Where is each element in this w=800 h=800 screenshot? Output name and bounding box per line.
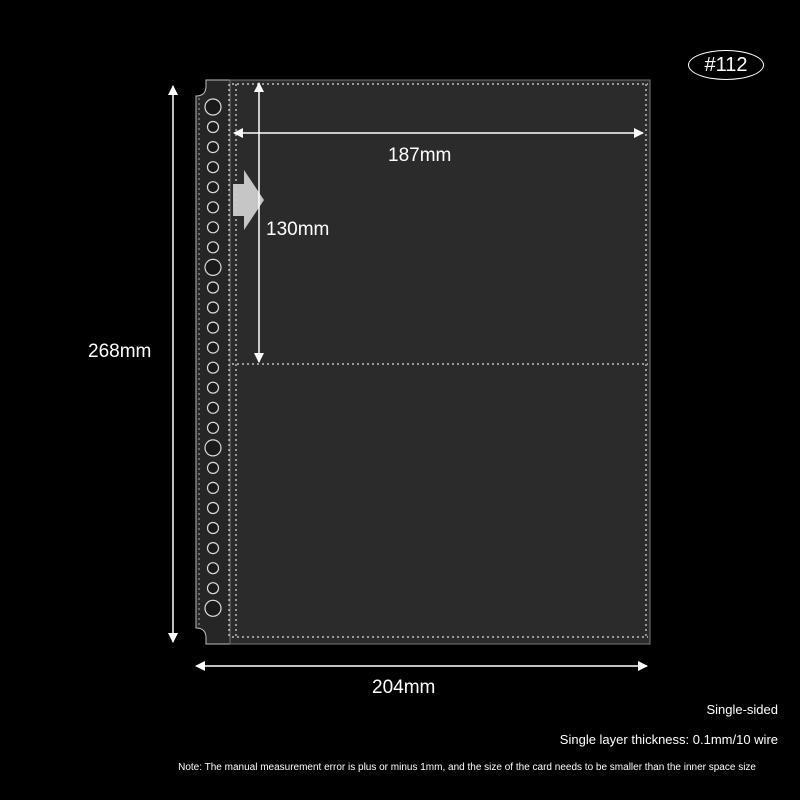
pocket-height-label: 130mm (266, 219, 330, 240)
binder-hole (208, 122, 219, 133)
binder-hole (208, 543, 219, 554)
binder-hole (208, 322, 219, 333)
binder-hole (208, 362, 219, 373)
binder-hole (208, 342, 219, 353)
measurement-note: Note: The manual measurement error is plus or minus 1mm, and the size of the card needs to be smaller than the inner space size (178, 762, 756, 773)
binder-hole (208, 202, 219, 213)
binder-hole (208, 422, 219, 433)
binder-hole (205, 440, 221, 456)
binder-hole (208, 182, 219, 193)
total-width-label: 204mm (372, 677, 436, 698)
binder-hole (208, 523, 219, 534)
binder-hole (208, 162, 219, 173)
binder-hole (208, 563, 219, 574)
binder-hole (205, 600, 221, 616)
binder-hole (205, 99, 221, 115)
binder-hole (205, 259, 221, 275)
binder-hole (208, 503, 219, 514)
total-height-label: 268mm (88, 341, 152, 362)
binder-hole (208, 482, 219, 493)
binder-hole (208, 242, 219, 253)
sides-text: Single-sided (706, 702, 778, 717)
binder-hole (208, 382, 219, 393)
binder-hole (208, 142, 219, 153)
product-code-badge: #112 (688, 50, 764, 80)
binder-hole (208, 222, 219, 233)
binder-hole (208, 302, 219, 313)
binder-hole (208, 402, 219, 413)
binder-hole (208, 282, 219, 293)
inner-width-label: 187mm (388, 145, 452, 166)
thickness-text: Single layer thickness: 0.1mm/10 wire (559, 732, 778, 747)
binder-hole (208, 583, 219, 594)
binder-hole (208, 462, 219, 473)
